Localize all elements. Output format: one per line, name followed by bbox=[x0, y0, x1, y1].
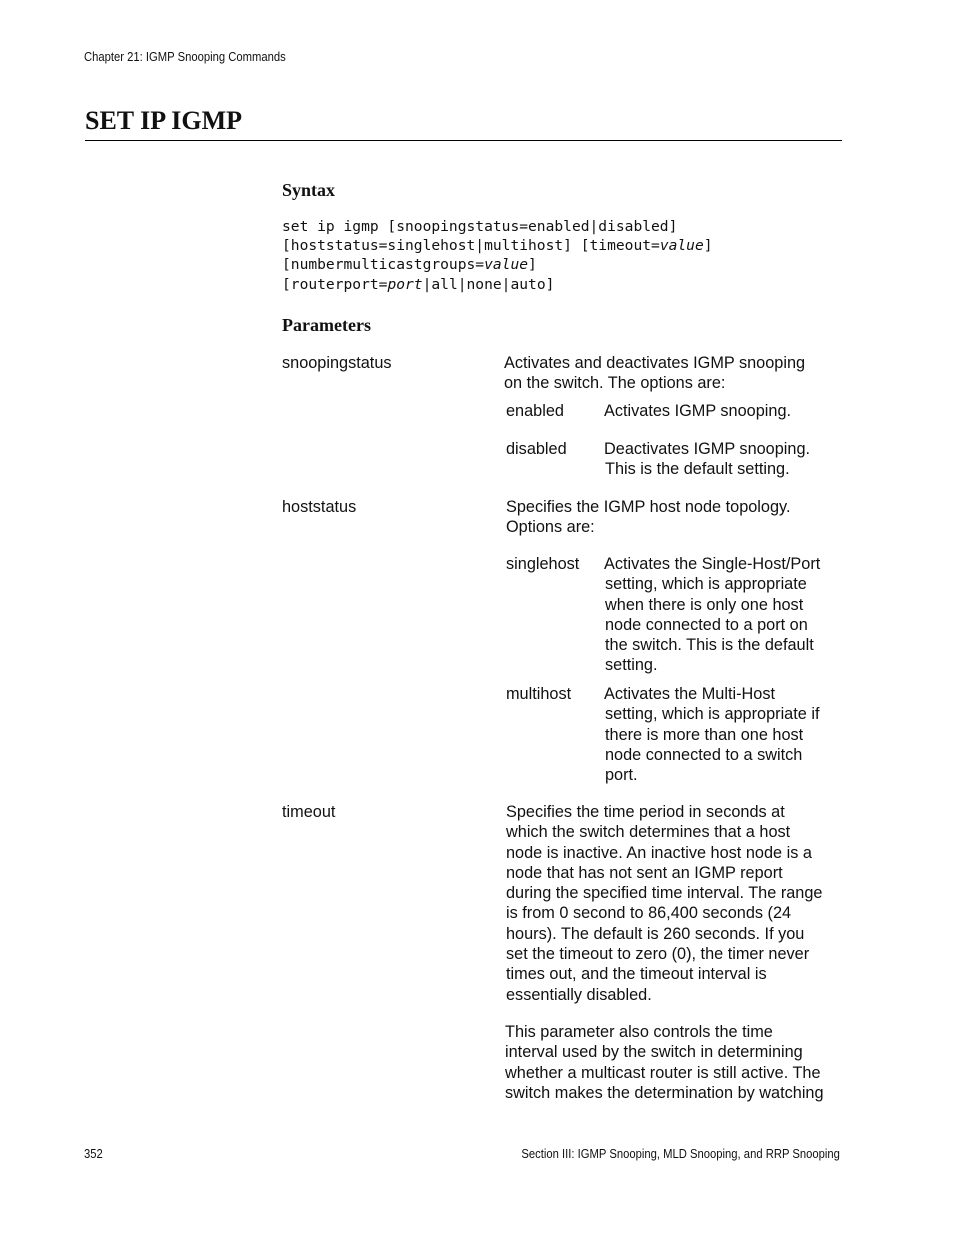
running-header: Chapter 21: IGMP Snooping Commands bbox=[84, 50, 286, 64]
param-name-hoststatus: hoststatus bbox=[282, 498, 357, 516]
option-name-disabled: disabled bbox=[506, 440, 567, 458]
desc-line: hours). The default is 260 seconds. If you bbox=[506, 924, 805, 943]
desc-line: whether a multicast router is still active. The bbox=[505, 1063, 821, 1082]
desc-line: Activates IGMP snooping. bbox=[604, 402, 792, 420]
param-desc-snoopingstatus bbox=[504, 353, 844, 394]
param-desc-timeout-continued bbox=[505, 1022, 845, 1103]
title-rule bbox=[85, 140, 842, 141]
desc-line: setting, which is appropriate if bbox=[605, 705, 820, 724]
desc-line: during the specified time interval. The range bbox=[506, 884, 823, 903]
desc-line: Activates the Multi-Host bbox=[604, 685, 776, 703]
desc-line: there is more than one host bbox=[605, 725, 804, 744]
footer-page-number: 352 bbox=[84, 1147, 103, 1161]
syntax-heading: Syntax bbox=[282, 180, 336, 200]
syntax-line-4a: [routerport= bbox=[282, 275, 388, 293]
desc-line: setting, which is appropriate bbox=[605, 575, 807, 594]
option-name-multihost: multihost bbox=[506, 685, 572, 703]
option-name-singlehost: singlehost bbox=[506, 555, 580, 573]
desc-line: node that has not sent an IGMP report bbox=[506, 863, 783, 882]
desc-line: the switch. This is the default bbox=[605, 636, 814, 655]
desc-line: Specifies the time period in seconds at bbox=[506, 803, 785, 821]
desc-line: node connected to a switch bbox=[605, 745, 803, 764]
syntax-line-4b: |all|none|auto] bbox=[422, 275, 555, 293]
param-name-snoopingstatus: snoopingstatus bbox=[282, 354, 392, 372]
param-desc-timeout bbox=[506, 802, 846, 1005]
desc-line: Activates and deactivates IGMP snooping bbox=[504, 354, 806, 372]
desc-line: node connected to a port on bbox=[605, 615, 808, 634]
desc-line: interval used by the switch in determining bbox=[505, 1043, 803, 1062]
desc-line: switch makes the determination by watching bbox=[505, 1083, 824, 1102]
option-desc-singlehost bbox=[604, 554, 844, 676]
desc-line: set the timeout to zero (0), the timer never bbox=[506, 945, 810, 964]
option-desc-multihost bbox=[604, 684, 844, 785]
option-desc-enabled bbox=[604, 401, 844, 421]
page-title: SET IP IGMP bbox=[85, 106, 243, 135]
syntax-var-value: value bbox=[659, 237, 704, 255]
desc-line: Deactivates IGMP snooping. bbox=[604, 440, 811, 458]
desc-line: port. bbox=[605, 766, 638, 785]
syntax-line-1: set ip igmp [snoopingstatus=enabled|disabled] bbox=[282, 218, 678, 235]
syntax-line-2a: [hoststatus=singlehost|multihost] [timeout= bbox=[282, 237, 660, 255]
desc-line: when there is only one host bbox=[605, 595, 804, 614]
option-name-enabled: enabled bbox=[506, 402, 564, 420]
option-desc-disabled bbox=[604, 439, 844, 480]
syntax-var-port: port bbox=[387, 275, 423, 293]
footer-section-title: Section III: IGMP Snooping, MLD Snooping, and RRP Snooping bbox=[521, 1147, 840, 1161]
syntax-line-3b: ] bbox=[528, 256, 537, 274]
syntax-var-value: value bbox=[484, 256, 529, 274]
desc-line: This is the default setting. bbox=[605, 460, 790, 479]
desc-line: Activates the Single-Host/Port bbox=[604, 555, 821, 573]
parameters-heading: Parameters bbox=[282, 315, 371, 335]
syntax-line-3a: [numbermulticastgroups= bbox=[282, 256, 485, 274]
desc-line: setting. bbox=[605, 656, 658, 675]
desc-line: Specifies the IGMP host node topology. bbox=[506, 498, 791, 516]
desc-line: essentially disabled. bbox=[506, 985, 652, 1004]
param-name-timeout: timeout bbox=[282, 803, 336, 821]
desc-line: on the switch. The options are: bbox=[504, 374, 726, 393]
desc-line: times out, and the timeout interval is bbox=[506, 965, 767, 984]
desc-line: is from 0 second to 86,400 seconds (24 bbox=[506, 904, 792, 923]
desc-line: Options are: bbox=[506, 518, 595, 537]
desc-line: node is inactive. An inactive host node is a bbox=[506, 843, 812, 862]
syntax-block bbox=[282, 217, 713, 294]
syntax-line-2b: ] bbox=[703, 237, 713, 255]
desc-line: This parameter also controls the time bbox=[505, 1023, 773, 1041]
desc-line: which the switch determines that a host bbox=[506, 823, 791, 842]
param-desc-hoststatus bbox=[506, 497, 846, 538]
